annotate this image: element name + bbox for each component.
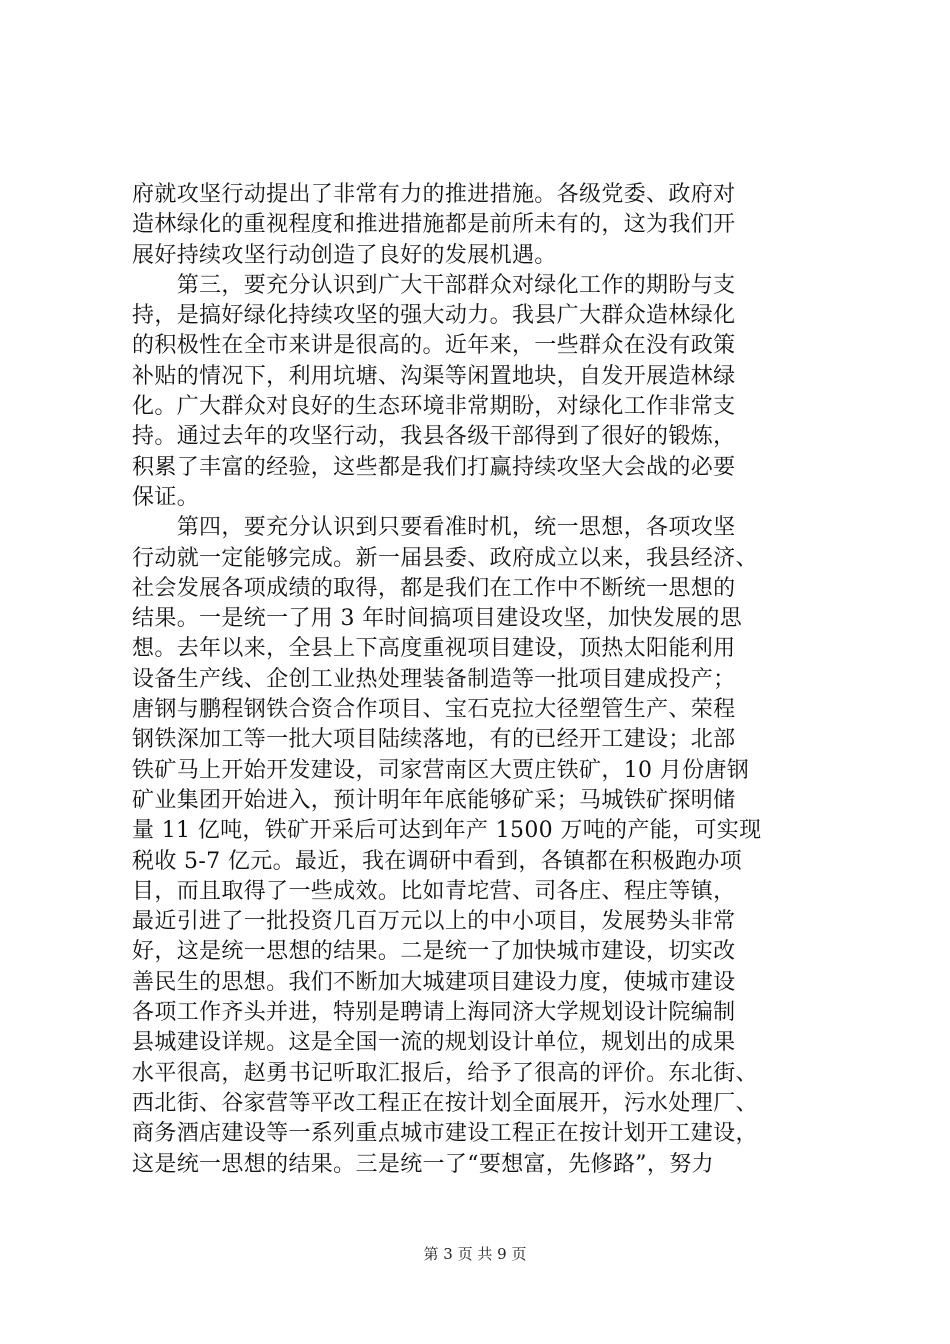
text-line: 保证。 [132,484,200,510]
page-footer: 第 3 页 共 9 页 [423,1245,527,1263]
text-line: 好，这是统一思想的结果。二是统一了加快城市建设，切实改 [132,939,736,965]
text-line: 造林绿化的重视程度和推进措施都是前所未有的，这为我们开 [132,212,736,238]
text-line: 府就攻坚行动提出了非常有力的推进措施。各级党委、政府对 [132,182,736,207]
text-line: 善民生的思想。我们不断加大城建项目建设力度，使城市建设 [132,969,736,995]
text-line: 西北街、谷家营等平改工程正在按计划全面展开，污水处理厂、 [132,1090,758,1116]
text-line: 钢铁深加工等一批大项目陆续落地，有的已经开工建设；北部 [132,727,736,753]
text-line: 补贴的情况下，利用坑塘、沟渠等闲置地块，自发开展造林绿 [132,363,736,389]
text-line: 目，而且取得了一些成效。比如青坨营、司各庄、程庄等镇， [132,878,736,904]
text-line: 量 11 亿吨，铁矿开采后可达到年产 1500 万吨的产能，可实现 [132,818,762,844]
text-line: 矿业集团开始进入，预计明年年底能够矿采；马城铁矿探明储 [132,787,736,813]
text-line: 积累了丰富的经验，这些都是我们打赢持续攻坚大会战的必要 [132,454,736,480]
text-line: 持。通过去年的攻坚行动，我县各级干部得到了很好的锻炼， [132,424,736,450]
text-line: 这是统一思想的结果。三是统一了“要想富，先修路”，努力 [132,1151,714,1177]
text-line: 各项工作齐头并进，特别是聘请上海同济大学规划设计院编制 [132,1000,736,1026]
text-line: 最近引进了一批投资几百万元以上的中小项目，发展势头非常 [132,909,736,935]
text-line: 水平很高，赵勇书记听取汇报后，给予了很高的评价。东北街、 [132,1060,758,1086]
text-line: 化。广大群众对良好的生态环境非常期盼，对绿化工作非常支 [132,394,736,420]
text-line: 的积极性在全市来讲是很高的。近年来，一些群众在没有政策 [132,333,736,359]
text-line: 结果。一是统一了用 3 年时间搞项目建设攻坚，加快发展的思 [132,606,743,632]
text-line: 展好持续攻坚行动创造了良好的发展机遇。 [132,242,557,268]
text-line: 社会发展各项成绩的取得，都是我们在工作中不断统一思想的 [132,575,736,601]
text-line: 第四，要充分认识到只要看准时机，统一思想，各项攻坚 [132,515,736,541]
text-line: 持，是搞好绿化持续攻坚的强大动力。我县广大群众造林绿化 [132,303,736,329]
text-line: 行动就一定能够完成。新一届县委、政府成立以来，我县经济、 [132,545,758,571]
text-line: 第三，要充分认识到广大干部群众对绿化工作的期盼与支 [132,272,736,298]
text-line: 铁矿马上开始开发建设，司家营南区大贾庄铁矿，10 月份唐钢 [132,757,750,783]
text-line: 唐钢与鹏程钢铁合资合作项目、宝石克拉大径塑管生产、荣程 [132,697,736,723]
text-line: 商务酒店建设等一系列重点城市建设工程正在按计划开工建设， [132,1121,758,1147]
text-line: 县城建设详规。这是全国一流的规划设计单位，规划出的成果 [132,1030,736,1056]
document-body [132,180,832,1180]
text-line: 想。去年以来，全县上下高度重视项目建设，顶热太阳能利用 [132,636,736,662]
text-line: 设备生产线、企创工业热处理装备制造等一批项目建成投产； [132,666,736,692]
text-line: 税收 5-7 亿元。最近，我在调研中看到，各镇都在积极跑办项 [132,848,742,874]
